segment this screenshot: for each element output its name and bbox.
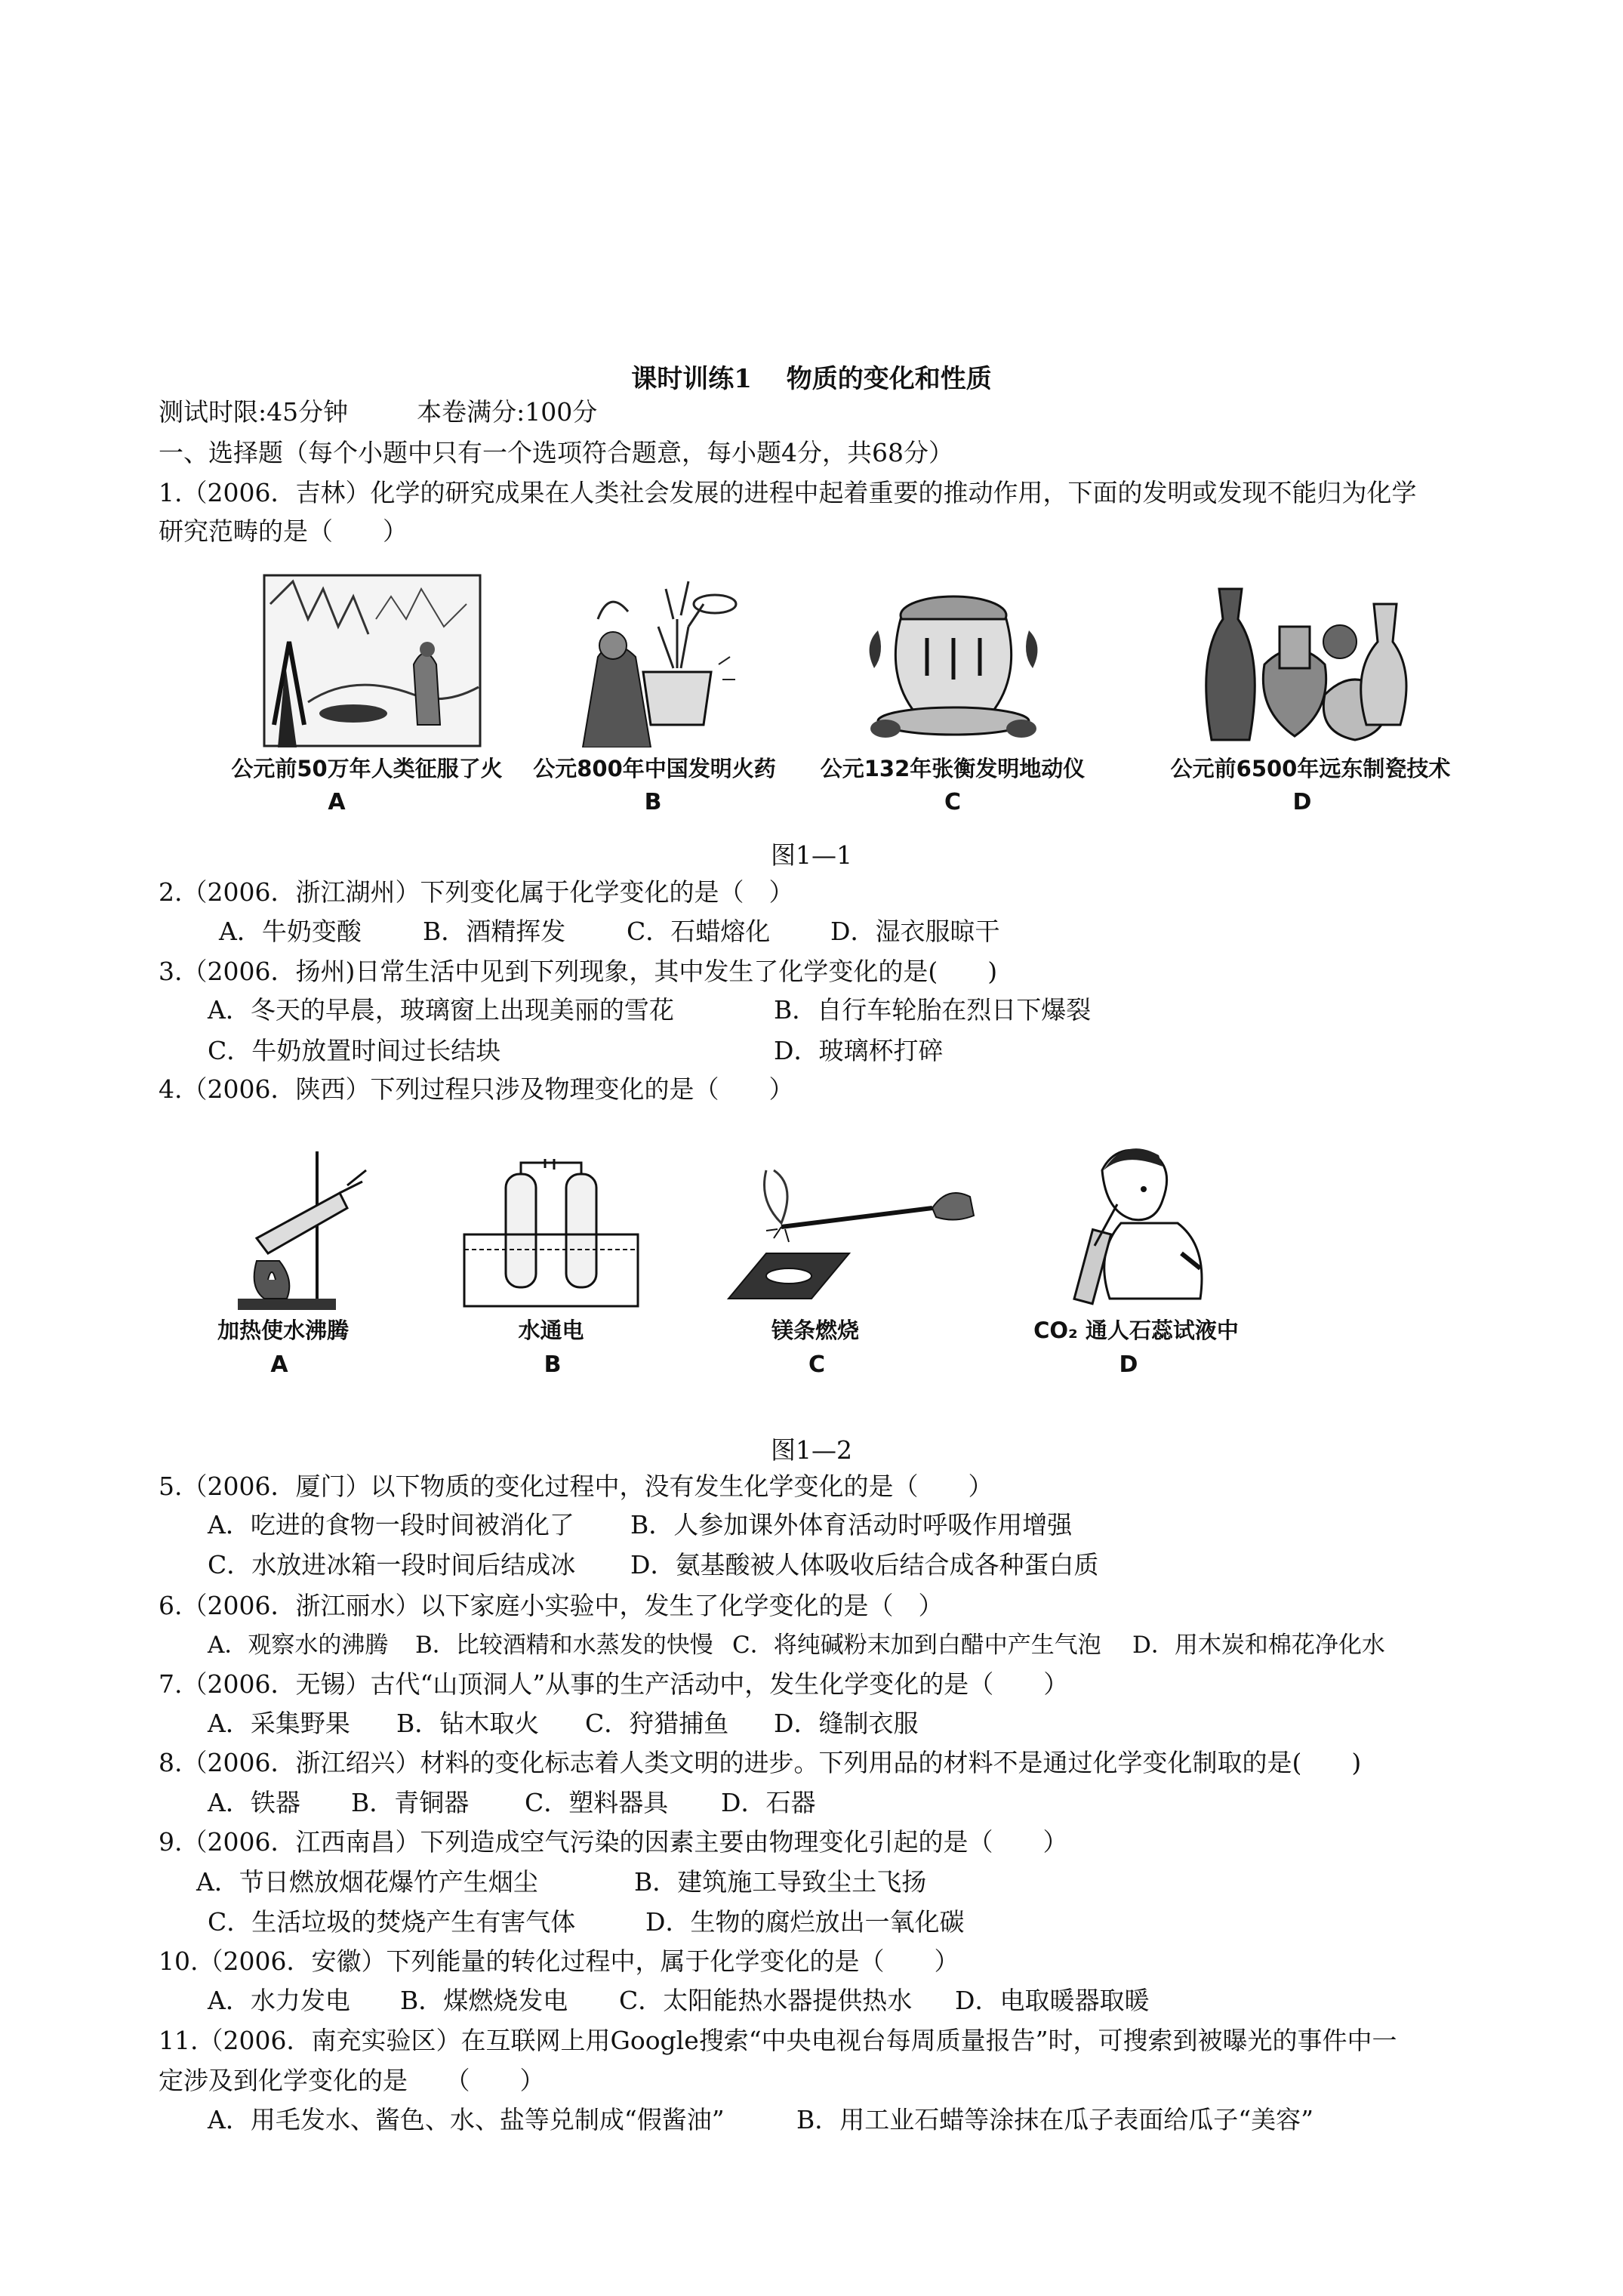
figure-1-1-caption-c: 公元132年张衡发明地动仪 xyxy=(820,756,1086,781)
option-d: D．用木炭和棉花净化水 xyxy=(1132,1632,1385,1659)
option-b: B．建筑施工导致尘土飞扬 xyxy=(634,1867,927,1897)
figure-1-2-image-c xyxy=(706,1155,978,1306)
figure-1-2-image-d xyxy=(1049,1140,1215,1314)
option-a: A．牛奶变酸 xyxy=(219,917,362,946)
figure-1-2-letter-a: A xyxy=(270,1351,288,1378)
figure-1-1-letter-b: B xyxy=(644,789,662,815)
figure-1-2-label: 图1—2 xyxy=(771,1435,852,1465)
figure-1-1-letter-d: D xyxy=(1292,789,1312,815)
option-b: B．用工业石蜡等涂抹在瓜子表面给瓜子“美容” xyxy=(796,2105,1313,2134)
figure-1-1-caption-a: 公元前50万年人类征服了火 xyxy=(231,756,503,781)
page-title: 课时训练1 物质的变化和性质 xyxy=(631,364,992,394)
question-3-stem: 3.（2006．扬州)日常生活中见到下列现象，其中发生了化学变化的是( ) xyxy=(159,957,998,986)
question-3-options-row2 xyxy=(208,1034,943,1068)
figure-1-2-caption-d: CO₂ 通人石蕊试液中 xyxy=(1033,1318,1239,1343)
question-9-stem: 9.（2006．江西南昌）下列造成空气污染的因素主要由物理变化引起的是（ ） xyxy=(159,1827,1068,1857)
full-score: 本卷满分:100分 xyxy=(417,397,598,427)
option-c: C．石蜡熔化 xyxy=(627,917,771,946)
option-c: C．水放进冰箱一段时间后结成冰 xyxy=(208,1550,576,1579)
figure-1-1-image-a xyxy=(263,574,482,747)
figure-1-1-label: 图1—1 xyxy=(771,840,852,870)
question-7-stem: 7.（2006．无锡）古代“山顶洞人”从事的生产活动中，发生化学变化的是（ ） xyxy=(159,1669,1069,1699)
option-c: C．塑料器具 xyxy=(525,1788,669,1817)
question-1-line2: 研究范畴的是（ ） xyxy=(159,516,408,546)
figure-1-2-letter-b: B xyxy=(544,1351,562,1378)
option-a: A．节日燃放烟花爆竹产生烟尘 xyxy=(196,1867,538,1897)
option-d: D．湿衣服晾干 xyxy=(830,917,1000,946)
figure-1-1-letter-a: A xyxy=(328,789,346,815)
question-10-stem: 10.（2006．安徽）下列能量的转化过程中，属于化学变化的是（ ） xyxy=(159,1946,959,1976)
option-b: B．酒精挥发 xyxy=(423,917,566,946)
option-b: B．自行车轮胎在烈日下爆裂 xyxy=(774,995,1092,1025)
question-5-options-row1 xyxy=(208,1509,1072,1542)
question-8-options xyxy=(208,1786,815,1820)
figure-1-1-image-c xyxy=(855,585,1052,747)
figure-1-2-letter-d: D xyxy=(1119,1351,1138,1378)
question-8-stem: 8.（2006．浙江绍兴）材料的变化标志着人类文明的进步。下列用品的材料不是通过化学变化制取的是( ) xyxy=(159,1748,1362,1777)
question-6-options xyxy=(208,1629,1385,1662)
option-a: A．观察水的沸腾 xyxy=(208,1632,389,1659)
option-d: D．生物的腐烂放出一氧化碳 xyxy=(645,1907,965,1937)
figure-1-2-caption-c: 镁条燃烧 xyxy=(771,1318,859,1343)
option-b: B．青铜器 xyxy=(351,1788,470,1817)
question-1-line1: 1.（2006．吉林）化学的研究成果在人类社会发展的进程中起着重要的推动作用，下面的发明或发现不能归为化学 xyxy=(159,478,1417,507)
figure-1-2-caption-b: 水通电 xyxy=(518,1318,584,1343)
figure-1-1-caption-d: 公元前6500年远东制瓷技术 xyxy=(1170,756,1451,781)
question-5-options-row2 xyxy=(208,1549,1098,1582)
figure-1-2-image-a xyxy=(226,1148,377,1314)
option-a: A．吃进的食物一段时间被消化了 xyxy=(208,1510,574,1539)
option-c: C．狩猎捕鱼 xyxy=(585,1709,729,1738)
option-b: B．钻木取火 xyxy=(396,1709,540,1738)
option-b: B．煤燃烧发电 xyxy=(400,1986,568,2015)
figure-1-1-image-d xyxy=(1196,574,1423,744)
figure-1-1-letter-c: C xyxy=(944,789,962,815)
question-7-options xyxy=(208,1707,918,1740)
figure-1-1-caption-b: 公元800年中国发明火药 xyxy=(533,756,776,781)
option-c: C．太阳能热水器提供热水 xyxy=(619,1986,913,2015)
option-d: D．氨基酸被人体吸收后结合成各种蛋白质 xyxy=(630,1550,1099,1579)
test-meta xyxy=(159,396,597,429)
option-a: A．水力发电 xyxy=(208,1986,350,2015)
figure-1-1-image-b xyxy=(568,574,741,747)
section-heading: 一、选择题（每个小题中只有一个选项符合题意，每小题4分，共68分） xyxy=(159,438,953,467)
option-d: D．缝制衣服 xyxy=(774,1709,919,1738)
option-a: A．冬天的早晨，玻璃窗上出现美丽的雪花 xyxy=(208,995,674,1025)
question-9-options-row2 xyxy=(208,1906,964,1939)
question-11-options xyxy=(208,2103,1313,2137)
question-10-options xyxy=(208,1984,1149,2017)
option-a: A．采集野果 xyxy=(208,1709,350,1738)
option-b: B．比较酒精和水蒸发的快慢 xyxy=(415,1632,713,1659)
option-d: D．电取暖器取暖 xyxy=(955,1986,1150,2015)
question-2-options xyxy=(219,915,999,948)
question-6-stem: 6.（2006．浙江丽水）以下家庭小实验中，发生了化学变化的是（ ） xyxy=(159,1591,944,1620)
question-2-stem: 2.（2006．浙江湖州）下列变化属于化学变化的是（ ） xyxy=(159,877,794,907)
figure-1-2-image-b xyxy=(460,1159,642,1310)
question-9-options-row1 xyxy=(196,1866,926,1899)
option-a: A．用毛发水、酱色、水、盐等兑制成“假酱油” xyxy=(208,2105,725,2134)
question-11-line1: 11.（2006．南充实验区）在互联网上用Google搜索“中央电视台每周质量报告”时，可搜索到被曝光的事件中一 xyxy=(159,2026,1397,2055)
option-c: C．生活垃圾的焚烧产生有害气体 xyxy=(208,1907,576,1937)
option-c: C．牛奶放置时间过长结块 xyxy=(208,1036,501,1065)
question-5-stem: 5.（2006．厦门）以下物质的变化过程中，没有发生化学变化的是（ ） xyxy=(159,1472,993,1501)
question-3-options-row1 xyxy=(208,994,1091,1027)
option-a: A．铁器 xyxy=(208,1788,300,1817)
figure-1-2-letter-c: C xyxy=(808,1351,826,1378)
option-d: D．石器 xyxy=(721,1788,816,1817)
option-d: D．玻璃杯打碎 xyxy=(774,1036,944,1065)
figure-1-2-caption-a: 加热使水沸腾 xyxy=(217,1318,349,1343)
option-b: B．人参加课外体育活动时呼吸作用增强 xyxy=(630,1510,1073,1539)
time-limit: 测试时限:45分钟 xyxy=(159,397,349,427)
question-4-stem: 4.（2006．陕西）下列过程只涉及物理变化的是（ ） xyxy=(159,1074,794,1104)
option-c: C．将纯碱粉末加到白醋中产生气泡 xyxy=(732,1632,1101,1659)
question-11-line2: 定涉及到化学变化的是 （ ） xyxy=(159,2066,545,2095)
